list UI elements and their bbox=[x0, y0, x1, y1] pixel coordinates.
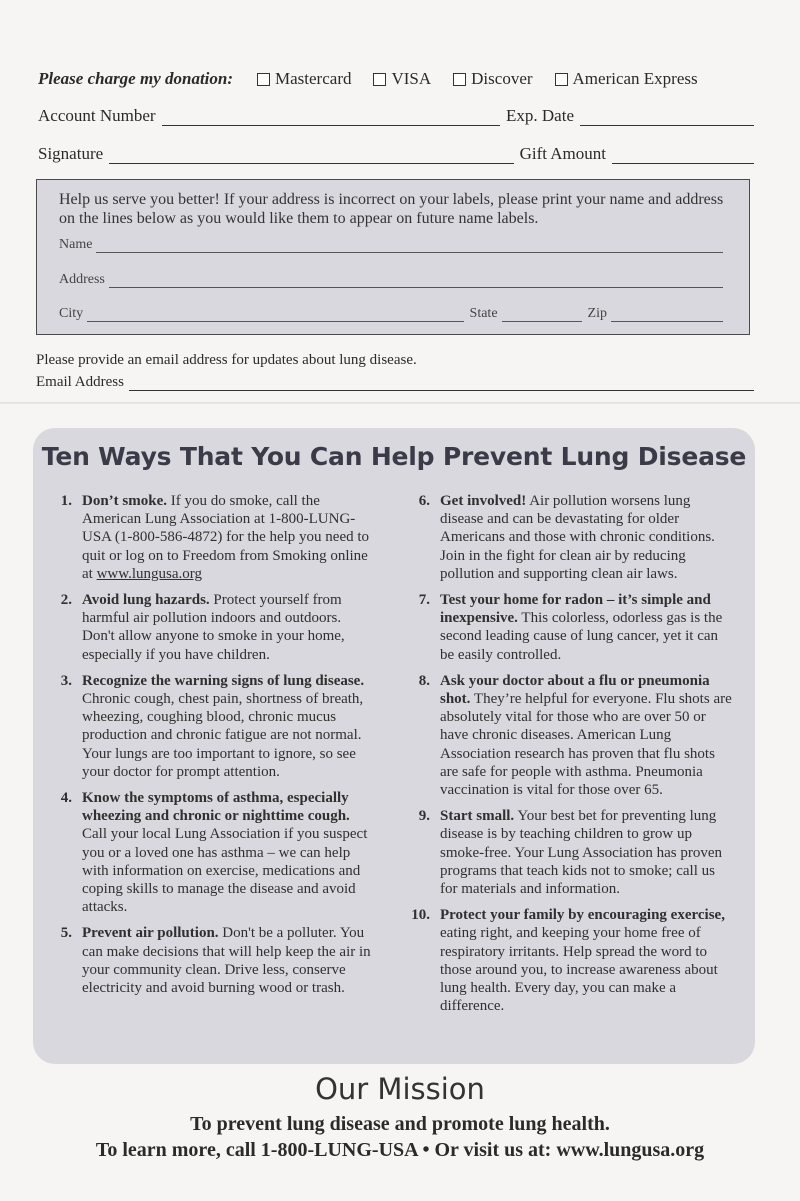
tip-item bbox=[45, 924, 375, 997]
name-label: Name bbox=[59, 237, 93, 252]
mission-statement: To prevent lung disease and promote lung health. bbox=[190, 1113, 610, 1135]
exp-date-field[interactable] bbox=[580, 109, 754, 126]
tip-number: 10. bbox=[411, 907, 430, 924]
tip-heading: Prevent air pollution. bbox=[82, 925, 219, 942]
gift-amount-field[interactable] bbox=[612, 147, 754, 164]
mastercard-option[interactable] bbox=[257, 69, 351, 89]
email-row bbox=[36, 374, 754, 391]
state-field[interactable] bbox=[502, 309, 582, 322]
state-label: State bbox=[469, 306, 498, 321]
account-row bbox=[38, 106, 754, 126]
tip-body bbox=[82, 492, 375, 583]
tip-item bbox=[403, 591, 735, 664]
exp-date-label: Exp. Date bbox=[506, 106, 574, 125]
tip-text: eating right, and keeping your home free of respiratory irritants. Help spread the word to those around you, to increase awareness about lung health. Every day, you can make a difference. bbox=[440, 925, 718, 1015]
tip-number: 4. bbox=[60, 790, 72, 807]
tip-heading: Test your home for radon – it’s simple and inexpensive. bbox=[440, 592, 711, 627]
address-correction-box bbox=[36, 179, 750, 335]
tip-heading: Get involved! bbox=[440, 493, 527, 509]
tip-text: Protect yourself from harmful air pollution indoors and outdoors. Don't allow anyone to smoke in your home, especially if you have children. bbox=[82, 592, 345, 663]
name-row bbox=[59, 237, 723, 253]
tip-text: Don't be a polluter. You can make decisions that will help keep the air in your community clean. Drive less, conserve electricity and avoid burning wood or trash. bbox=[82, 925, 371, 997]
gift-amount-label: Gift Amount bbox=[519, 144, 606, 163]
tip-body bbox=[440, 807, 735, 898]
tips-column-left bbox=[45, 492, 375, 1005]
tip-number: 5. bbox=[60, 925, 72, 942]
address-label: Address bbox=[59, 272, 105, 287]
ten-ways-panel bbox=[33, 428, 755, 1064]
discover-label: Discover bbox=[471, 69, 533, 88]
tip-number: 6. bbox=[418, 493, 430, 509]
tip-number: 1. bbox=[60, 493, 72, 509]
tip-body bbox=[82, 789, 375, 916]
tip-body bbox=[82, 924, 375, 997]
tip-item bbox=[403, 672, 735, 799]
tip-heading: Don’t smoke. bbox=[82, 493, 167, 509]
signature-label: Signature bbox=[38, 144, 104, 163]
tip-body bbox=[440, 672, 735, 799]
visa-option[interactable] bbox=[373, 69, 431, 89]
tip-text: This colorless, odorless gas is the second leading cause of lung cancer, yet it can be easily controlled. bbox=[440, 610, 723, 663]
donation-label: Please charge my donation: bbox=[38, 69, 234, 88]
tip-body bbox=[82, 672, 375, 781]
contact-line: To learn more, call 1-800-LUNG-USA • Or visit us at: www.lungusa.org bbox=[95, 1139, 705, 1161]
signature-field[interactable] bbox=[109, 147, 513, 164]
visa-label: VISA bbox=[391, 69, 432, 88]
lungusa-link[interactable]: www.lungusa.org bbox=[96, 565, 202, 582]
tip-text: Air pollution worsens lung disease and can be devastating for older Americans and those with chronic conditions. Join in the fight for clean air by reducing pollution and supporting clean air laws. bbox=[440, 493, 715, 582]
tip-number: 9. bbox=[418, 808, 430, 825]
tip-body bbox=[440, 906, 735, 1015]
amex-label: American Express bbox=[572, 69, 698, 88]
tip-item bbox=[45, 591, 375, 664]
address-intro-text: Help us serve you better! If your address is incorrect on your labels, please print your name and address on the lines below as you would like them to appear on future name labels. bbox=[59, 191, 724, 227]
tip-text: Chronic cough, chest pain, shortness of breath, wheezing, coughing blood, chronic mucus production and chronic fatigue are not normal. Your lungs are too important to ignore, so see your doctor for prompt attention. bbox=[82, 691, 364, 780]
tip-heading: Ask your doctor about a flu or pneumonia shot. bbox=[440, 672, 710, 708]
zip-field[interactable] bbox=[611, 309, 723, 322]
amex-option[interactable] bbox=[555, 69, 698, 89]
visa-checkbox[interactable] bbox=[373, 73, 386, 86]
address-field[interactable] bbox=[109, 275, 723, 288]
tip-number: 8. bbox=[418, 672, 430, 689]
tip-heading: Recognize the warning signs of lung disease. bbox=[82, 672, 365, 689]
account-number-label: Account Number bbox=[38, 106, 156, 125]
mastercard-label: Mastercard bbox=[275, 69, 352, 88]
tip-item bbox=[403, 906, 735, 1015]
email-prompt: Please provide an email address for updates about lung disease. bbox=[36, 352, 417, 368]
city-label: City bbox=[59, 306, 84, 321]
account-number-field[interactable] bbox=[162, 109, 500, 126]
tip-item bbox=[403, 492, 735, 583]
amex-checkbox[interactable] bbox=[555, 73, 568, 86]
tip-number: 7. bbox=[418, 592, 430, 609]
tip-heading: Avoid lung hazards. bbox=[82, 592, 210, 609]
tip-heading: Protect your family by encouraging exercise, bbox=[440, 907, 725, 924]
tip-text: If you do smoke, call the American Lung Association at 1-800-LUNG-USA (1-800-586-4872) for the help you need to quit or log on to Freedom from Smoking online at bbox=[82, 493, 370, 582]
tip-heading: Know the symptoms of asthma, especially wheezing and chronic or nighttime cough. bbox=[82, 790, 350, 825]
tip-text: Call your local Lung Association if you suspect you or a loved one has asthma – we can help with information on exercise, medications and coping skills to manage the disease and avoid attacks. bbox=[82, 826, 368, 916]
donation-row bbox=[38, 69, 758, 89]
tip-text: Your best bet for preventing lung disease is by teaching children to grow up smoke-free. Your Lung Association has proven programs that teach kids not to smoke; call us for materials and information. bbox=[440, 808, 723, 898]
mission-title: Our Mission bbox=[315, 1072, 485, 1106]
tip-number: 3. bbox=[60, 672, 72, 689]
ten-ways-title: Ten Ways That You Can Help Prevent Lung Disease bbox=[41, 442, 747, 471]
tip-body bbox=[440, 492, 735, 583]
tip-number: 2. bbox=[60, 592, 72, 609]
discover-option[interactable] bbox=[453, 69, 532, 89]
tip-item bbox=[45, 492, 375, 583]
signature-row bbox=[38, 144, 754, 164]
discover-checkbox[interactable] bbox=[453, 73, 466, 86]
tip-item bbox=[403, 807, 735, 898]
email-field[interactable] bbox=[129, 376, 754, 391]
tip-heading: Start small. bbox=[440, 808, 515, 825]
tip-item bbox=[45, 672, 375, 781]
tip-text: They’re helpful for everyone. Flu shots are absolutely vital for those who are over 50 or have chronic diseases. American Lung Association research has proven that flu shots are safe for people with asthma. Pneumonia vaccination is vital for those over 65. bbox=[440, 691, 732, 799]
tip-item bbox=[45, 789, 375, 916]
city-state-zip-row bbox=[59, 306, 723, 322]
email-label: Email Address bbox=[36, 374, 124, 390]
name-field[interactable] bbox=[96, 240, 723, 253]
tip-body bbox=[82, 591, 375, 664]
address-row bbox=[59, 272, 723, 288]
tip-body bbox=[440, 591, 735, 664]
zip-label: Zip bbox=[587, 306, 607, 321]
fold-crease bbox=[0, 402, 800, 404]
tips-column-right bbox=[403, 492, 735, 1023]
city-field[interactable] bbox=[87, 309, 463, 322]
mastercard-checkbox[interactable] bbox=[257, 73, 270, 86]
